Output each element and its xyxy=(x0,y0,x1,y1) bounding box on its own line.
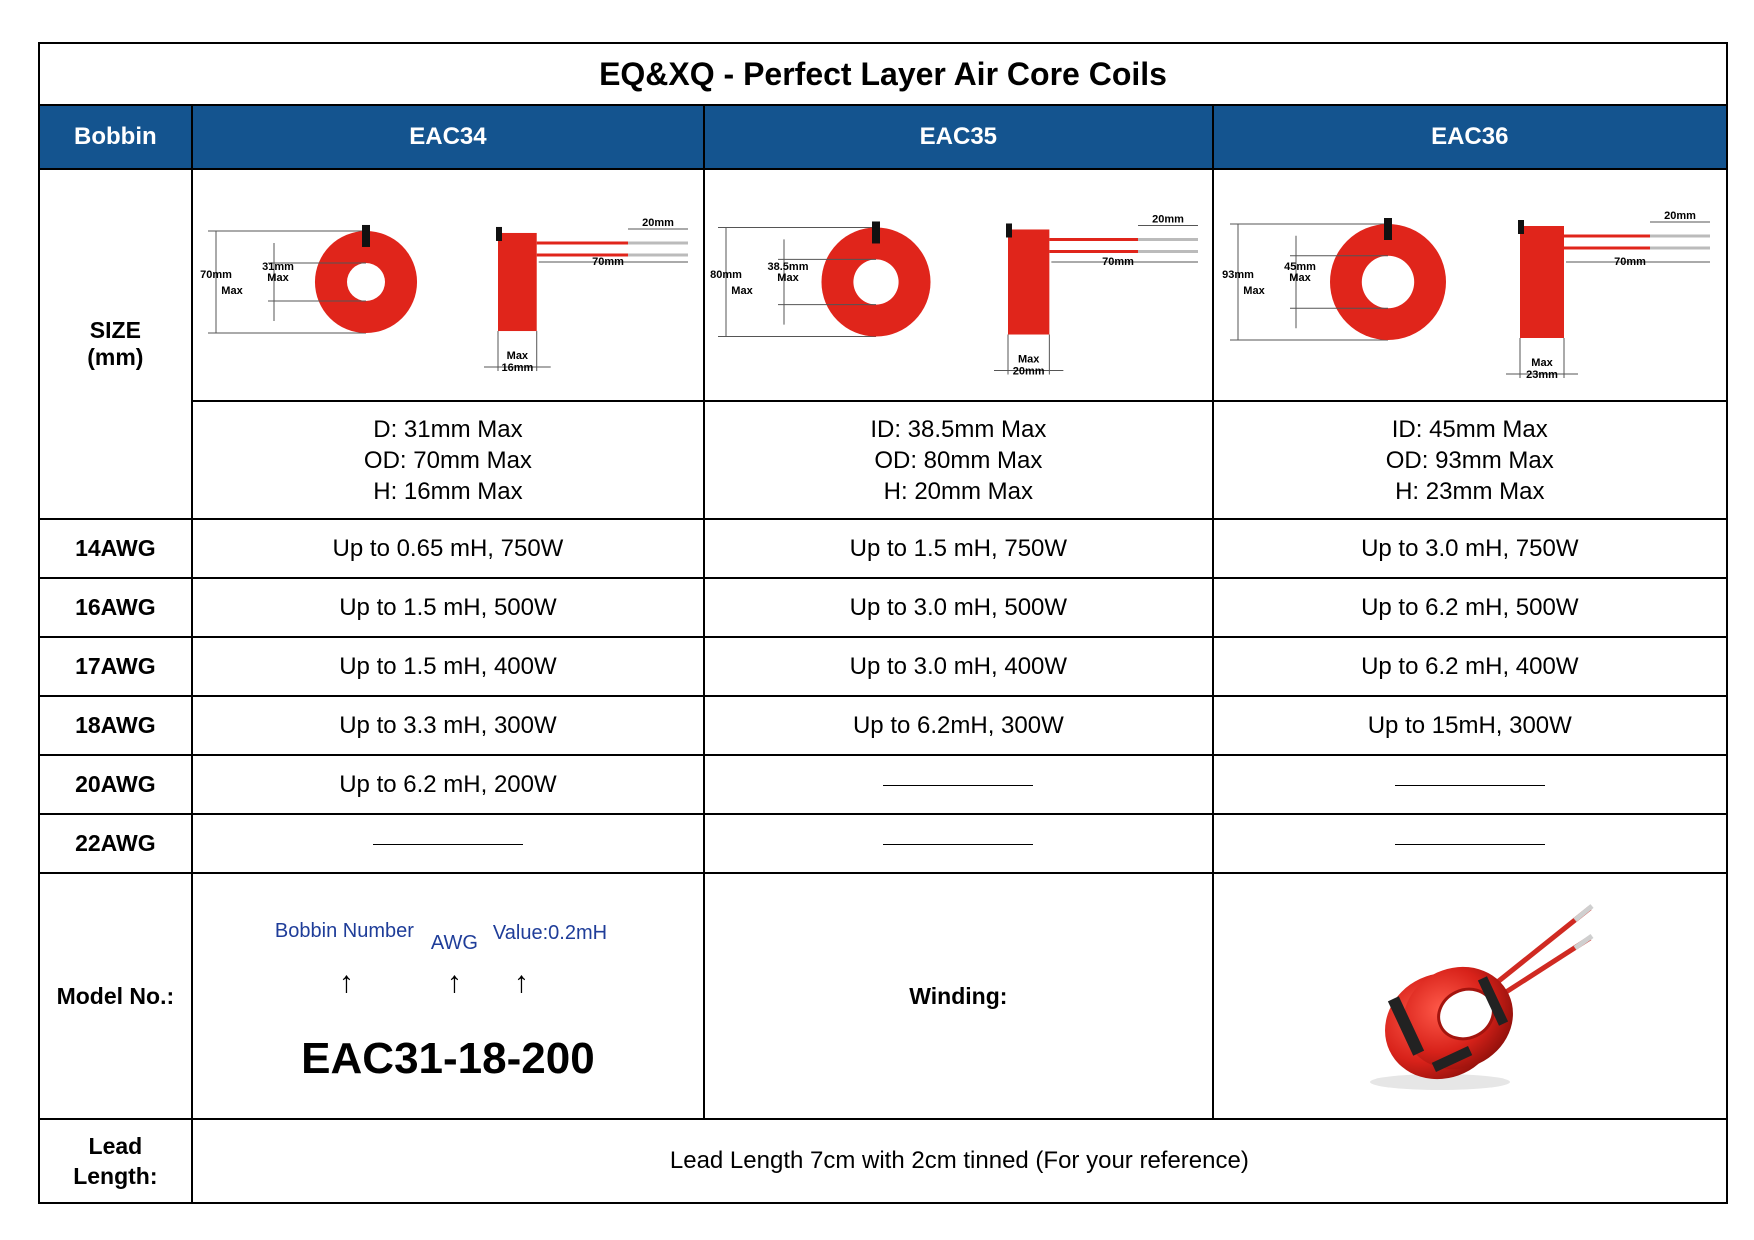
table-row xyxy=(39,578,1727,637)
coil-side-view xyxy=(1008,229,1049,334)
tinned-length-label: 20mm xyxy=(1152,213,1185,226)
coil-dimension-diagram xyxy=(708,172,1208,398)
rating-cell: Up to 6.2 mH, 500W xyxy=(1213,578,1727,637)
size-diagram-eac35 xyxy=(704,169,1212,401)
dimensions-eac34: D: 31mm Max OD: 70mm Max H: 16mm Max xyxy=(192,401,704,519)
rating-cell: Up to 3.0 mH, 750W xyxy=(1213,519,1727,578)
coil-tie xyxy=(1384,218,1392,240)
lead-length-label: Lead Length: xyxy=(39,1119,192,1203)
lead-length-label: 70mm xyxy=(1613,256,1646,268)
coil-dimension-diagram xyxy=(198,172,698,398)
lead-length-label: 70mm xyxy=(1102,256,1135,268)
coil-hole xyxy=(347,263,385,301)
dash-placeholder xyxy=(883,785,1033,786)
size-label: SIZE (mm) xyxy=(39,169,192,519)
table-row xyxy=(39,696,1727,755)
empty-cell xyxy=(192,814,704,873)
coil-photo-icon xyxy=(1320,886,1620,1106)
table-row xyxy=(39,519,1727,578)
od-label: 70mm xyxy=(200,269,232,281)
h-max-label: Max xyxy=(1531,357,1553,369)
table-row xyxy=(39,755,1727,814)
coil-hole xyxy=(854,259,899,304)
awg-label: 14AWG xyxy=(39,519,192,578)
coil-side-tie xyxy=(1006,223,1012,237)
model-header-eac36: EAC36 xyxy=(1213,105,1727,169)
coil-tie xyxy=(872,221,880,243)
coil-hole xyxy=(1362,256,1414,308)
lead-length-label: 70mm xyxy=(592,256,624,268)
id-label: 38.5mm xyxy=(767,261,809,273)
coil-side-tie xyxy=(496,227,502,241)
dimensions-eac35: ID: 38.5mm Max OD: 80mm Max H: 20mm Max xyxy=(704,401,1212,519)
rating-cell: Up to 3.0 mH, 400W xyxy=(704,637,1212,696)
annotation-value: Value:0.2mH xyxy=(492,922,608,944)
coil-dimension-diagram xyxy=(1220,172,1720,398)
h-label: 23mm xyxy=(1525,369,1558,381)
empty-cell xyxy=(1213,814,1727,873)
size-diagram-eac34 xyxy=(192,169,704,401)
up-arrow-icon: ↑ xyxy=(446,966,462,999)
awg-label: 16AWG xyxy=(39,578,192,637)
awg-label: 20AWG xyxy=(39,755,192,814)
od-max-label: Max xyxy=(1243,285,1265,297)
tinned-length-label: 20mm xyxy=(1663,210,1696,222)
rating-cell: Up to 1.5 mH, 750W xyxy=(704,519,1212,578)
winding-image-cell xyxy=(1213,873,1727,1119)
dimensions-eac36: ID: 45mm Max OD: 93mm Max H: 23mm Max xyxy=(1213,401,1727,519)
rating-cell: Up to 6.2 mH, 200W xyxy=(192,755,704,814)
h-label: 16mm xyxy=(501,362,534,375)
spec-sheet xyxy=(38,42,1728,1200)
up-arrow-icon: ↑ xyxy=(338,966,354,999)
lead-length-text: Lead Length 7cm with 2cm tinned (For your reference) xyxy=(192,1119,1727,1203)
h-label: 20mm xyxy=(1013,365,1045,378)
awg-label: 17AWG xyxy=(39,637,192,696)
od-label: 80mm xyxy=(710,269,743,281)
annotation-bobbin-number: Bobbin Number xyxy=(274,920,414,942)
table-row xyxy=(39,814,1727,873)
awg-label: 22AWG xyxy=(39,814,192,873)
h-max-label: Max xyxy=(1018,353,1040,366)
size-diagram-eac36 xyxy=(1213,169,1727,401)
tinned-length-label: 20mm xyxy=(642,216,674,229)
annotation-awg: AWG xyxy=(430,932,478,954)
od-max-label: Max xyxy=(221,285,243,297)
spec-table xyxy=(38,42,1728,1204)
id-max-label: Max xyxy=(777,272,800,284)
dash-placeholder xyxy=(1395,785,1545,786)
coil-side-tie xyxy=(1518,220,1524,234)
od-max-label: Max xyxy=(731,285,754,297)
id-label: 45mm xyxy=(1283,261,1316,273)
bobbin-header: Bobbin xyxy=(39,105,192,169)
up-arrow-icon: ↑ xyxy=(513,966,529,999)
dash-placeholder xyxy=(1395,844,1545,845)
rating-cell: Up to 1.5 mH, 500W xyxy=(192,578,704,637)
awg-label: 18AWG xyxy=(39,696,192,755)
coil-tie xyxy=(362,225,370,247)
empty-cell xyxy=(704,814,1212,873)
dash-placeholder xyxy=(373,844,523,845)
model-no-example-cell xyxy=(192,873,704,1119)
id-max-label: Max xyxy=(267,272,289,284)
dash-placeholder xyxy=(883,844,1033,845)
empty-cell xyxy=(704,755,1212,814)
id-label: 31mm xyxy=(262,261,294,273)
id-max-label: Max xyxy=(1289,272,1311,284)
rating-cell: Up to 6.2mH, 300W xyxy=(704,696,1212,755)
rating-cell: Up to 15mH, 300W xyxy=(1213,696,1727,755)
rating-cell: Up to 6.2 mH, 400W xyxy=(1213,637,1727,696)
od-label: 93mm xyxy=(1221,269,1254,281)
model-header-eac34: EAC34 xyxy=(192,105,704,169)
empty-cell xyxy=(1213,755,1727,814)
rating-cell: Up to 3.0 mH, 500W xyxy=(704,578,1212,637)
model-no-example: EAC31-18-200 xyxy=(301,1034,595,1083)
model-no-label: Model No.: xyxy=(39,873,192,1119)
model-header-eac35: EAC35 xyxy=(704,105,1212,169)
coil-side-view xyxy=(498,233,537,331)
table-row xyxy=(39,637,1727,696)
rating-cell: Up to 0.65 mH, 750W xyxy=(192,519,704,578)
table-title: EQ&XQ - Perfect Layer Air Core Coils xyxy=(39,43,1727,105)
coil-side-view xyxy=(1520,226,1564,338)
winding-label: Winding: xyxy=(704,873,1212,1119)
rating-cell: Up to 1.5 mH, 400W xyxy=(192,637,704,696)
rating-cell: Up to 3.3 mH, 300W xyxy=(192,696,704,755)
model-no-breakdown xyxy=(193,896,703,1096)
h-max-label: Max xyxy=(506,350,528,363)
